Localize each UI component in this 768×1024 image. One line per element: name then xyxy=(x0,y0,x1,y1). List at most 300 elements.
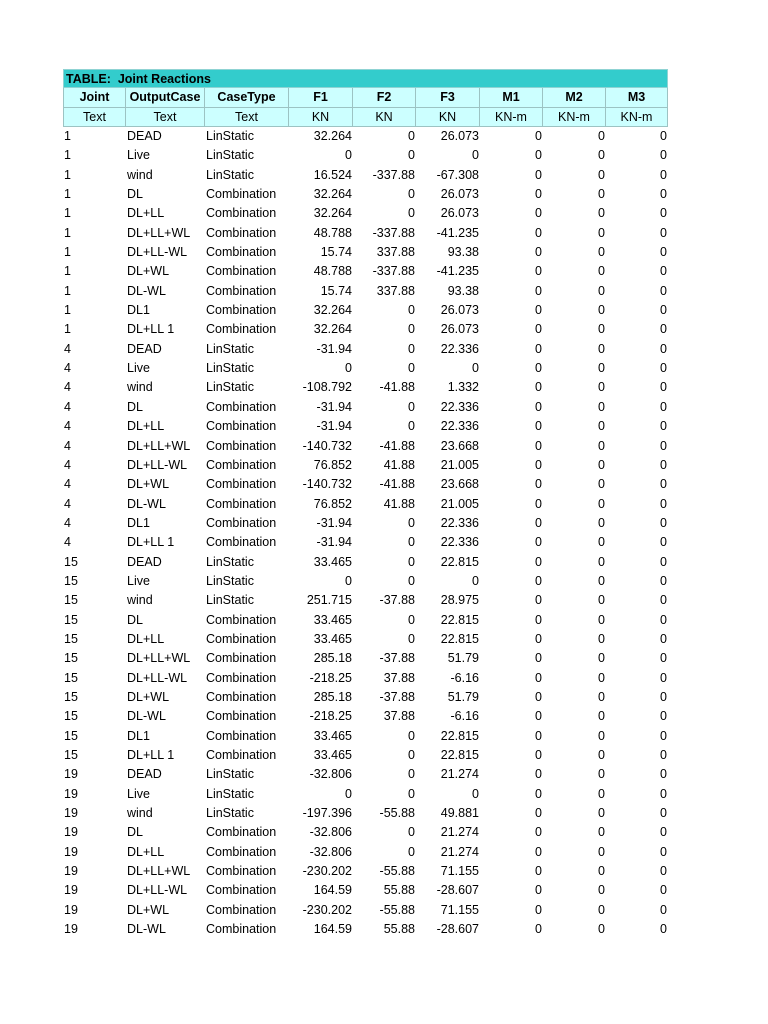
cell-f2[interactable]: 0 xyxy=(408,206,415,221)
cell-casetype[interactable]: Combination xyxy=(206,264,277,279)
cell-outputcase[interactable]: DL-WL xyxy=(127,922,166,937)
cell-f2[interactable]: 0 xyxy=(408,612,415,627)
cell-f1[interactable]: 0 xyxy=(345,573,352,588)
cell-m3[interactable]: 0 xyxy=(660,167,667,182)
cell-m2[interactable]: 0 xyxy=(598,264,605,279)
cell-outputcase[interactable]: DL xyxy=(127,187,143,202)
cell-f2[interactable]: -337.88 xyxy=(372,264,415,279)
cell-casetype[interactable]: LinStatic xyxy=(206,767,254,782)
cell-m2[interactable]: 0 xyxy=(598,593,605,608)
cell-f1[interactable]: 15.74 xyxy=(320,245,352,260)
cell-m3[interactable]: 0 xyxy=(660,399,667,414)
cell-joint[interactable]: 19 xyxy=(64,902,78,917)
cell-f2[interactable]: -337.88 xyxy=(372,225,415,240)
cell-f1[interactable]: 285.18 xyxy=(313,651,352,666)
cell-f1[interactable]: 33.465 xyxy=(313,631,352,646)
cell-f2[interactable]: 55.88 xyxy=(383,883,415,898)
cell-m1[interactable]: 0 xyxy=(535,535,542,550)
cell-m1[interactable]: 0 xyxy=(535,883,542,898)
cell-m3[interactable]: 0 xyxy=(660,535,667,550)
cell-joint[interactable]: 15 xyxy=(64,748,78,762)
cell-m2[interactable]: 0 xyxy=(598,709,605,724)
cell-outputcase[interactable]: DL+WL xyxy=(127,689,170,704)
cell-f1[interactable]: -230.202 xyxy=(302,864,352,879)
cell-m3[interactable]: 0 xyxy=(660,786,667,801)
cell-m1[interactable]: 0 xyxy=(535,689,542,704)
cell-casetype[interactable]: Combination xyxy=(206,689,277,704)
cell-outputcase[interactable]: DL-WL xyxy=(127,709,166,724)
cell-casetype[interactable]: LinStatic xyxy=(206,573,254,588)
cell-f3[interactable]: 23.668 xyxy=(440,438,479,453)
unit-f2[interactable]: KN xyxy=(353,108,416,128)
cell-m1[interactable]: 0 xyxy=(535,187,542,202)
cell-m2[interactable]: 0 xyxy=(598,689,605,704)
cell-m3[interactable]: 0 xyxy=(660,148,667,163)
cell-f3[interactable]: 22.336 xyxy=(440,399,479,414)
cell-m2[interactable]: 0 xyxy=(598,438,605,453)
cell-m3[interactable]: 0 xyxy=(660,380,667,395)
cell-outputcase[interactable]: DL+LL+WL xyxy=(127,864,191,879)
cell-f1[interactable]: -31.94 xyxy=(316,419,352,434)
cell-f1[interactable]: 76.852 xyxy=(313,496,352,511)
cell-f1[interactable]: -197.396 xyxy=(302,806,352,821)
cell-f1[interactable]: 32.264 xyxy=(313,303,352,318)
cell-joint[interactable]: 4 xyxy=(64,515,71,530)
cell-f1[interactable]: -108.792 xyxy=(302,380,352,395)
cell-f2[interactable]: -55.88 xyxy=(379,806,415,821)
cell-m3[interactable]: 0 xyxy=(660,902,667,917)
cell-m2[interactable]: 0 xyxy=(598,535,605,550)
cell-casetype[interactable]: Combination xyxy=(206,612,277,627)
cell-m2[interactable]: 0 xyxy=(598,786,605,801)
cell-joint[interactable]: 19 xyxy=(64,786,78,801)
cell-f2[interactable]: -37.88 xyxy=(379,651,415,666)
cell-f2[interactable]: 0 xyxy=(408,148,415,163)
cell-m2[interactable]: 0 xyxy=(598,515,605,530)
cell-m2[interactable]: 0 xyxy=(598,187,605,202)
cell-m1[interactable]: 0 xyxy=(535,361,542,376)
cell-outputcase[interactable]: Live xyxy=(127,786,150,801)
cell-f1[interactable]: 33.465 xyxy=(313,748,352,762)
cell-m3[interactable]: 0 xyxy=(660,612,667,627)
cell-f1[interactable]: 164.59 xyxy=(313,922,352,937)
cell-m3[interactable]: 0 xyxy=(660,689,667,704)
cell-outputcase[interactable]: Live xyxy=(127,361,150,376)
unit-casetype[interactable]: Text xyxy=(205,108,289,128)
cell-f1[interactable]: -31.94 xyxy=(316,515,352,530)
cell-m2[interactable]: 0 xyxy=(598,631,605,646)
cell-outputcase[interactable]: DL+LL xyxy=(127,631,165,646)
cell-m3[interactable]: 0 xyxy=(660,515,667,530)
cell-casetype[interactable]: LinStatic xyxy=(206,806,254,821)
cell-casetype[interactable]: Combination xyxy=(206,883,277,898)
cell-f3[interactable]: -6.16 xyxy=(450,670,479,685)
cell-f2[interactable]: 0 xyxy=(408,786,415,801)
cell-joint[interactable]: 1 xyxy=(64,187,71,202)
cell-f1[interactable]: 15.74 xyxy=(320,283,352,298)
cell-m1[interactable]: 0 xyxy=(535,380,542,395)
unit-m2[interactable]: KN-m xyxy=(543,108,606,128)
cell-f3[interactable]: 71.155 xyxy=(440,864,479,879)
cell-f1[interactable]: 32.264 xyxy=(313,322,352,337)
cell-m3[interactable]: 0 xyxy=(660,457,667,472)
cell-m2[interactable]: 0 xyxy=(598,167,605,182)
cell-casetype[interactable]: Combination xyxy=(206,515,277,530)
cell-m2[interactable]: 0 xyxy=(598,206,605,221)
cell-joint[interactable]: 1 xyxy=(64,283,71,298)
cell-m2[interactable]: 0 xyxy=(598,922,605,937)
cell-m2[interactable]: 0 xyxy=(598,477,605,492)
cell-f2[interactable]: 0 xyxy=(408,187,415,202)
cell-m1[interactable]: 0 xyxy=(535,786,542,801)
cell-f2[interactable]: -337.88 xyxy=(372,167,415,182)
cell-m1[interactable]: 0 xyxy=(535,612,542,627)
cell-joint[interactable]: 19 xyxy=(64,767,78,782)
cell-m1[interactable]: 0 xyxy=(535,922,542,937)
cell-m1[interactable]: 0 xyxy=(535,283,542,298)
unit-f3[interactable]: KN xyxy=(416,108,480,128)
cell-m1[interactable]: 0 xyxy=(535,515,542,530)
cell-m1[interactable]: 0 xyxy=(535,225,542,240)
cell-joint[interactable]: 1 xyxy=(64,148,71,163)
cell-outputcase[interactable]: DL+LL 1 xyxy=(127,748,175,762)
cell-m3[interactable]: 0 xyxy=(660,206,667,221)
cell-f2[interactable]: 0 xyxy=(408,748,415,762)
cell-joint[interactable]: 15 xyxy=(64,651,78,666)
cell-f1[interactable]: 48.788 xyxy=(313,225,352,240)
cell-m2[interactable]: 0 xyxy=(598,670,605,685)
cell-m2[interactable]: 0 xyxy=(598,225,605,240)
cell-f3[interactable]: 93.38 xyxy=(447,283,479,298)
cell-m3[interactable]: 0 xyxy=(660,883,667,898)
cell-m3[interactable]: 0 xyxy=(660,844,667,859)
cell-casetype[interactable]: Combination xyxy=(206,825,277,840)
cell-m1[interactable]: 0 xyxy=(535,709,542,724)
cell-casetype[interactable]: Combination xyxy=(206,438,277,453)
cell-f3[interactable]: 21.274 xyxy=(440,844,479,859)
cell-f3[interactable]: 22.815 xyxy=(440,631,479,646)
cell-outputcase[interactable]: DL xyxy=(127,399,143,414)
cell-m1[interactable]: 0 xyxy=(535,651,542,666)
cell-joint[interactable]: 19 xyxy=(64,864,78,879)
cell-m2[interactable]: 0 xyxy=(598,341,605,356)
cell-f2[interactable]: 0 xyxy=(408,728,415,743)
cell-f1[interactable]: 32.264 xyxy=(313,187,352,202)
cell-f3[interactable]: 26.073 xyxy=(440,129,479,143)
cell-m1[interactable]: 0 xyxy=(535,593,542,608)
cell-f3[interactable]: 22.336 xyxy=(440,341,479,356)
cell-f1[interactable]: 32.264 xyxy=(313,206,352,221)
cell-m3[interactable]: 0 xyxy=(660,129,667,143)
cell-joint[interactable]: 1 xyxy=(64,303,71,318)
cell-f2[interactable]: 0 xyxy=(408,844,415,859)
cell-f3[interactable]: 21.274 xyxy=(440,767,479,782)
cell-m1[interactable]: 0 xyxy=(535,864,542,879)
cell-outputcase[interactable]: DL+WL xyxy=(127,264,170,279)
column-header-m1[interactable]: M1 xyxy=(480,88,543,108)
cell-outputcase[interactable]: DL-WL xyxy=(127,496,166,511)
cell-m3[interactable]: 0 xyxy=(660,477,667,492)
cell-outputcase[interactable]: DEAD xyxy=(127,767,162,782)
cell-f3[interactable]: 22.336 xyxy=(440,535,479,550)
cell-f2[interactable]: -41.88 xyxy=(379,380,415,395)
cell-f3[interactable]: -6.16 xyxy=(450,709,479,724)
cell-f3[interactable]: 51.79 xyxy=(447,651,479,666)
cell-f1[interactable]: -31.94 xyxy=(316,535,352,550)
unit-joint[interactable]: Text xyxy=(63,108,126,128)
cell-outputcase[interactable]: DL+LL-WL xyxy=(127,457,188,472)
cell-casetype[interactable]: Combination xyxy=(206,496,277,511)
cell-outputcase[interactable]: DL+LL-WL xyxy=(127,245,188,260)
cell-m3[interactable]: 0 xyxy=(660,303,667,318)
cell-joint[interactable]: 15 xyxy=(64,573,78,588)
cell-f3[interactable]: 21.274 xyxy=(440,825,479,840)
cell-f3[interactable]: -41.235 xyxy=(436,225,479,240)
column-header-casetype[interactable]: CaseType xyxy=(205,88,289,108)
cell-m1[interactable]: 0 xyxy=(535,825,542,840)
cell-f2[interactable]: 37.88 xyxy=(383,670,415,685)
cell-f3[interactable]: 21.005 xyxy=(440,496,479,511)
cell-f1[interactable]: -218.25 xyxy=(309,670,352,685)
cell-casetype[interactable]: Combination xyxy=(206,902,277,917)
cell-m2[interactable]: 0 xyxy=(598,728,605,743)
cell-m3[interactable]: 0 xyxy=(660,554,667,569)
cell-f2[interactable]: 37.88 xyxy=(383,709,415,724)
cell-casetype[interactable]: Combination xyxy=(206,245,277,260)
cell-m3[interactable]: 0 xyxy=(660,438,667,453)
cell-joint[interactable]: 15 xyxy=(64,689,78,704)
cell-joint[interactable]: 4 xyxy=(64,496,71,511)
cell-joint[interactable]: 19 xyxy=(64,883,78,898)
cell-f2[interactable]: 41.88 xyxy=(383,496,415,511)
cell-f1[interactable]: 0 xyxy=(345,148,352,163)
cell-joint[interactable]: 1 xyxy=(64,129,71,143)
cell-joint[interactable]: 4 xyxy=(64,380,71,395)
cell-m3[interactable]: 0 xyxy=(660,341,667,356)
cell-outputcase[interactable]: wind xyxy=(127,806,153,821)
cell-joint[interactable]: 19 xyxy=(64,922,78,937)
cell-casetype[interactable]: LinStatic xyxy=(206,341,254,356)
cell-m1[interactable]: 0 xyxy=(535,457,542,472)
cell-outputcase[interactable]: DL xyxy=(127,825,143,840)
cell-f2[interactable]: 0 xyxy=(408,322,415,337)
cell-f2[interactable]: -55.88 xyxy=(379,902,415,917)
cell-f3[interactable]: 49.881 xyxy=(440,806,479,821)
cell-outputcase[interactable]: DL1 xyxy=(127,303,150,318)
cell-f2[interactable]: 0 xyxy=(408,573,415,588)
cell-casetype[interactable]: LinStatic xyxy=(206,554,254,569)
cell-outputcase[interactable]: DL-WL xyxy=(127,283,166,298)
cell-m1[interactable]: 0 xyxy=(535,767,542,782)
cell-joint[interactable]: 15 xyxy=(64,670,78,685)
column-header-outputcase[interactable]: OutputCase xyxy=(126,88,205,108)
cell-m1[interactable]: 0 xyxy=(535,438,542,453)
cell-m3[interactable]: 0 xyxy=(660,322,667,337)
cell-f2[interactable]: 0 xyxy=(408,303,415,318)
cell-m2[interactable]: 0 xyxy=(598,767,605,782)
cell-casetype[interactable]: LinStatic xyxy=(206,786,254,801)
cell-m1[interactable]: 0 xyxy=(535,902,542,917)
cell-m3[interactable]: 0 xyxy=(660,864,667,879)
cell-outputcase[interactable]: DL xyxy=(127,612,143,627)
cell-m1[interactable]: 0 xyxy=(535,167,542,182)
cell-joint[interactable]: 19 xyxy=(64,806,78,821)
cell-f1[interactable]: 16.524 xyxy=(313,167,352,182)
cell-m1[interactable]: 0 xyxy=(535,129,542,143)
cell-f3[interactable]: 26.073 xyxy=(440,187,479,202)
cell-m2[interactable]: 0 xyxy=(598,419,605,434)
cell-joint[interactable]: 4 xyxy=(64,361,71,376)
cell-f2[interactable]: 0 xyxy=(408,129,415,143)
cell-outputcase[interactable]: DL1 xyxy=(127,728,150,743)
cell-joint[interactable]: 4 xyxy=(64,419,71,434)
cell-casetype[interactable]: LinStatic xyxy=(206,129,254,143)
cell-m2[interactable]: 0 xyxy=(598,380,605,395)
cell-f2[interactable]: 0 xyxy=(408,535,415,550)
cell-casetype[interactable]: LinStatic xyxy=(206,593,254,608)
cell-f2[interactable]: -41.88 xyxy=(379,438,415,453)
cell-m1[interactable]: 0 xyxy=(535,303,542,318)
cell-f2[interactable]: -37.88 xyxy=(379,593,415,608)
cell-m1[interactable]: 0 xyxy=(535,477,542,492)
cell-f2[interactable]: 0 xyxy=(408,341,415,356)
cell-m2[interactable]: 0 xyxy=(598,883,605,898)
cell-f2[interactable]: 0 xyxy=(408,515,415,530)
cell-outputcase[interactable]: DL+WL xyxy=(127,902,170,917)
cell-m1[interactable]: 0 xyxy=(535,670,542,685)
cell-m1[interactable]: 0 xyxy=(535,322,542,337)
cell-joint[interactable]: 15 xyxy=(64,728,78,743)
cell-f1[interactable]: -32.806 xyxy=(309,767,352,782)
cell-outputcase[interactable]: DL+LL xyxy=(127,206,165,221)
cell-outputcase[interactable]: DL+LL+WL xyxy=(127,225,191,240)
cell-m1[interactable]: 0 xyxy=(535,844,542,859)
cell-f3[interactable]: 26.073 xyxy=(440,303,479,318)
cell-m2[interactable]: 0 xyxy=(598,554,605,569)
cell-f1[interactable]: 33.465 xyxy=(313,554,352,569)
cell-casetype[interactable]: Combination xyxy=(206,631,277,646)
cell-m3[interactable]: 0 xyxy=(660,825,667,840)
cell-f1[interactable]: 251.715 xyxy=(306,593,352,608)
cell-f3[interactable]: 22.815 xyxy=(440,728,479,743)
cell-joint[interactable]: 15 xyxy=(64,593,78,608)
cell-f1[interactable]: -32.806 xyxy=(309,825,352,840)
cell-f1[interactable]: -32.806 xyxy=(309,844,352,859)
cell-f3[interactable]: -67.308 xyxy=(436,167,479,182)
cell-m2[interactable]: 0 xyxy=(598,322,605,337)
cell-f2[interactable]: 0 xyxy=(408,399,415,414)
cell-m1[interactable]: 0 xyxy=(535,554,542,569)
cell-m3[interactable]: 0 xyxy=(660,709,667,724)
cell-m3[interactable]: 0 xyxy=(660,651,667,666)
cell-m3[interactable]: 0 xyxy=(660,728,667,743)
cell-outputcase[interactable]: DEAD xyxy=(127,554,162,569)
column-header-m2[interactable]: M2 xyxy=(543,88,606,108)
cell-f3[interactable]: -28.607 xyxy=(436,922,479,937)
cell-f2[interactable]: 0 xyxy=(408,825,415,840)
cell-m2[interactable]: 0 xyxy=(598,825,605,840)
cell-m3[interactable]: 0 xyxy=(660,748,667,762)
cell-joint[interactable]: 19 xyxy=(64,825,78,840)
cell-f3[interactable]: 71.155 xyxy=(440,902,479,917)
cell-m3[interactable]: 0 xyxy=(660,187,667,202)
cell-m2[interactable]: 0 xyxy=(598,457,605,472)
cell-m2[interactable]: 0 xyxy=(598,612,605,627)
cell-f3[interactable]: 0 xyxy=(472,786,479,801)
unit-outputcase[interactable]: Text xyxy=(126,108,205,128)
cell-m3[interactable]: 0 xyxy=(660,361,667,376)
cell-f1[interactable]: 76.852 xyxy=(313,457,352,472)
cell-m1[interactable]: 0 xyxy=(535,496,542,511)
cell-joint[interactable]: 1 xyxy=(64,322,71,337)
cell-f2[interactable]: 0 xyxy=(408,554,415,569)
cell-m2[interactable]: 0 xyxy=(598,651,605,666)
cell-m2[interactable]: 0 xyxy=(598,361,605,376)
cell-f2[interactable]: 0 xyxy=(408,419,415,434)
cell-casetype[interactable]: Combination xyxy=(206,922,277,937)
cell-f2[interactable]: 0 xyxy=(408,361,415,376)
cell-f1[interactable]: 0 xyxy=(345,361,352,376)
cell-m3[interactable]: 0 xyxy=(660,922,667,937)
cell-f1[interactable]: -31.94 xyxy=(316,341,352,356)
cell-casetype[interactable]: Combination xyxy=(206,535,277,550)
cell-f2[interactable]: 337.88 xyxy=(376,283,415,298)
cell-m1[interactable]: 0 xyxy=(535,573,542,588)
cell-casetype[interactable]: Combination xyxy=(206,225,277,240)
cell-f3[interactable]: 22.336 xyxy=(440,515,479,530)
cell-casetype[interactable]: LinStatic xyxy=(206,380,254,395)
column-header-f2[interactable]: F2 xyxy=(353,88,416,108)
cell-f3[interactable]: 0 xyxy=(472,148,479,163)
cell-f3[interactable]: 1.332 xyxy=(447,380,479,395)
cell-m1[interactable]: 0 xyxy=(535,631,542,646)
cell-f1[interactable]: 33.465 xyxy=(313,728,352,743)
cell-joint[interactable]: 1 xyxy=(64,167,71,182)
cell-f3[interactable]: 21.005 xyxy=(440,457,479,472)
cell-m3[interactable]: 0 xyxy=(660,631,667,646)
cell-f2[interactable]: -55.88 xyxy=(379,864,415,879)
cell-m1[interactable]: 0 xyxy=(535,341,542,356)
cell-m1[interactable]: 0 xyxy=(535,806,542,821)
cell-m3[interactable]: 0 xyxy=(660,806,667,821)
cell-m2[interactable]: 0 xyxy=(598,496,605,511)
cell-outputcase[interactable]: wind xyxy=(127,593,153,608)
cell-joint[interactable]: 1 xyxy=(64,264,71,279)
cell-joint[interactable]: 15 xyxy=(64,631,78,646)
cell-joint[interactable]: 4 xyxy=(64,535,71,550)
cell-m3[interactable]: 0 xyxy=(660,573,667,588)
cell-m3[interactable]: 0 xyxy=(660,264,667,279)
cell-casetype[interactable]: Combination xyxy=(206,206,277,221)
cell-casetype[interactable]: Combination xyxy=(206,728,277,743)
cell-outputcase[interactable]: DL+LL+WL xyxy=(127,438,191,453)
cell-joint[interactable]: 4 xyxy=(64,341,71,356)
cell-f1[interactable]: 33.465 xyxy=(313,612,352,627)
cell-f1[interactable]: 285.18 xyxy=(313,689,352,704)
cell-f1[interactable]: -31.94 xyxy=(316,399,352,414)
cell-f3[interactable]: 28.975 xyxy=(440,593,479,608)
column-header-m3[interactable]: M3 xyxy=(606,88,668,108)
cell-m3[interactable]: 0 xyxy=(660,670,667,685)
cell-m3[interactable]: 0 xyxy=(660,496,667,511)
cell-joint[interactable]: 15 xyxy=(64,554,78,569)
cell-m3[interactable]: 0 xyxy=(660,245,667,260)
cell-f2[interactable]: -37.88 xyxy=(379,689,415,704)
cell-f3[interactable]: 0 xyxy=(472,361,479,376)
unit-m1[interactable]: KN-m xyxy=(480,108,543,128)
cell-joint[interactable]: 4 xyxy=(64,438,71,453)
cell-casetype[interactable]: Combination xyxy=(206,457,277,472)
